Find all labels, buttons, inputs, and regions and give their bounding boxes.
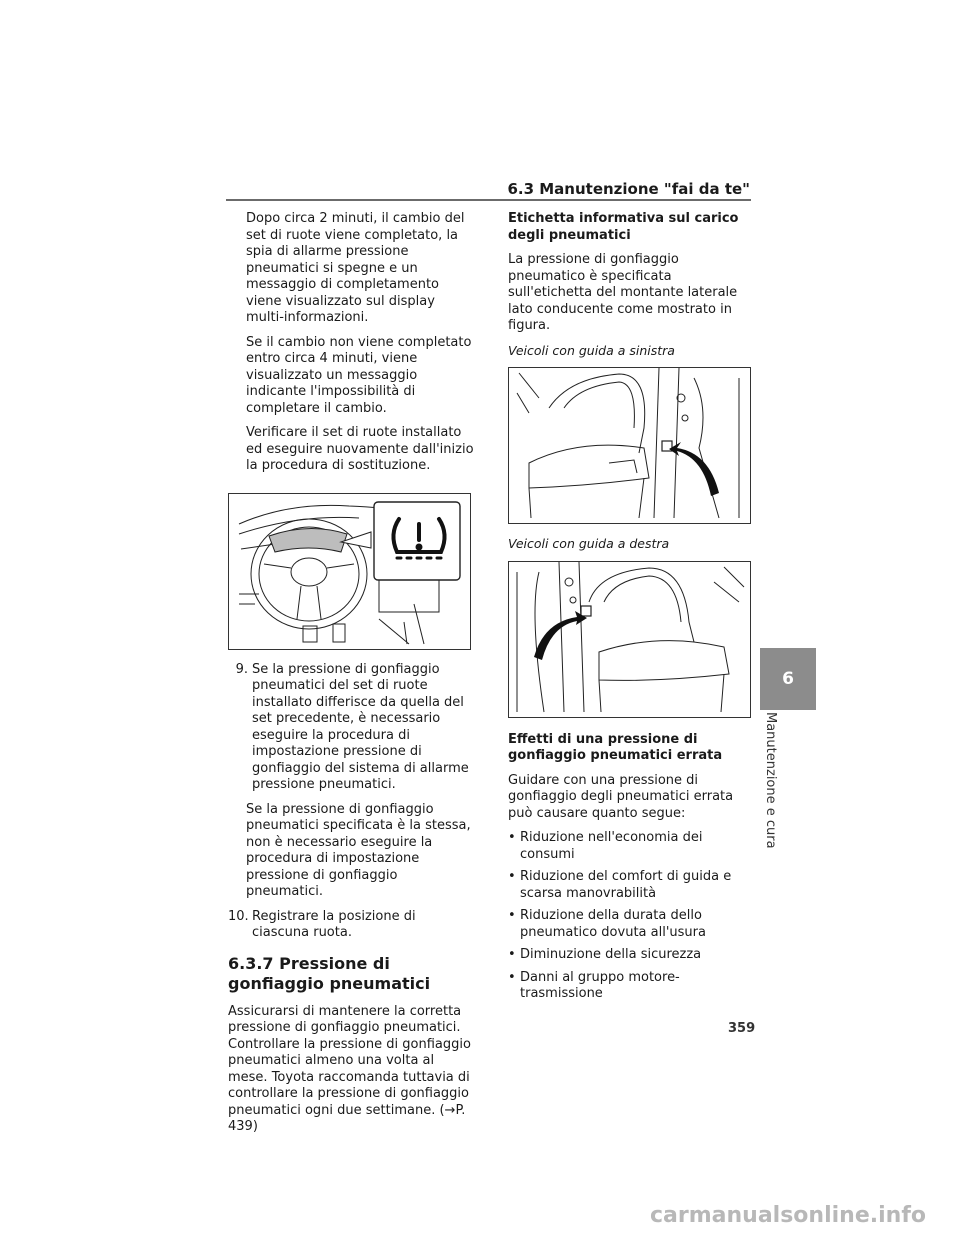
step-9-note: Se la pressione di gonfiaggio pneumatici specificata è la stessa, non è necessario eseguire la procedura di impostazione pressione di gonfiaggio pneumatici. bbox=[246, 801, 471, 899]
watermark: carmanualsonline.info bbox=[650, 1203, 926, 1228]
step-9-text: Se la pressione di gonfiaggio pneumatici del set di ruote installato differisce da quella del set precedente, è necessario eseguire la procedura di impostazione pressione di gonfiaggio del sistema di allarme pressione pneumatici. bbox=[252, 661, 469, 792]
intro-paragraph-1: Dopo circa 2 minuti, il cambio del set di ruote viene completato, la spia di allarme pressione pneumatici si spegne e un messaggio di completamento viene visualizzato sul display multi-informazioni. bbox=[246, 211, 465, 325]
running-header: 6.3 Manutenzione "fai da te" bbox=[507, 180, 750, 198]
caption-lhd: Veicoli con guida a sinistra bbox=[508, 342, 675, 358]
list-item: • Riduzione nell'economia dei consumi bbox=[508, 830, 703, 862]
header-rule bbox=[226, 199, 751, 201]
lhd-door-illustration bbox=[509, 368, 750, 523]
list-item: • Riduzione della durata dello pneumatico dovuta all'usura bbox=[508, 908, 706, 940]
step-9-number: 9. bbox=[235, 661, 248, 677]
dashboard-figure bbox=[228, 493, 471, 650]
effects-title: Effetti di una pressione di gonfiaggio pneumatici errata bbox=[508, 731, 723, 763]
dashboard-illustration bbox=[229, 494, 470, 649]
step-10 bbox=[228, 909, 476, 942]
section-title: 6.3.7 Pressione di gonfiaggio pneumatici bbox=[228, 953, 431, 993]
intro-paragraph-2: Se il cambio non viene completato entro circa 4 minuti, viene visualizzato un messaggio indicante l'impossibilità di completare il cambio. bbox=[246, 334, 472, 416]
page-number: 359 bbox=[728, 1021, 756, 1036]
curved-arrow-icon bbox=[669, 442, 719, 496]
chapter-tab: 6 bbox=[760, 648, 816, 710]
section-body: Assicurarsi di mantenere la corretta pressione di gonfiaggio pneumatici. Controllare la pressione di gonfiaggio pneumatici almeno una volta al mese. Toyota raccomanda tuttavia di controllare la pressione di gonfiaggio pneumatici ogni due settimane. (→P. 439) bbox=[228, 1003, 471, 1134]
step-9 bbox=[228, 662, 476, 794]
label-body: La pressione di gonfiaggio pneumatico è specificata sull'etichetta del montante laterale lato conducente come mostrato in figura. bbox=[508, 252, 738, 333]
effects-intro: Guidare con una pressione di gonfiaggio degli pneumatici errata può causare quanto segue: bbox=[508, 772, 734, 821]
chapter-label: Manutenzione e cura bbox=[763, 712, 778, 849]
right-column bbox=[508, 211, 753, 1009]
effects-list bbox=[508, 830, 753, 1003]
list-item: • Diminuzione della sicurezza bbox=[508, 947, 702, 962]
label-title: Etichetta informativa sul carico degli pneumatici bbox=[508, 211, 739, 243]
rhd-door-illustration bbox=[509, 562, 750, 717]
lhd-door-figure bbox=[508, 367, 751, 524]
list-item: • Danni al gruppo motore-trasmissione bbox=[508, 969, 680, 1001]
step-10-text: Registrare la posizione di ciascuna ruota. bbox=[252, 908, 416, 940]
rhd-door-figure bbox=[508, 561, 751, 718]
list-item: • Riduzione del comfort di guida e scarsa manovrabilità bbox=[508, 869, 732, 901]
step-10-number: 10. bbox=[228, 908, 249, 924]
caption-rhd: Veicoli con guida a destra bbox=[508, 536, 670, 551]
intro-paragraph-3: Verificare il set di ruote installato ed eseguire nuovamente dall'inizio la procedura di sostituzione. bbox=[246, 425, 474, 473]
left-column bbox=[228, 211, 476, 1144]
chapter-label-container bbox=[760, 712, 784, 847]
